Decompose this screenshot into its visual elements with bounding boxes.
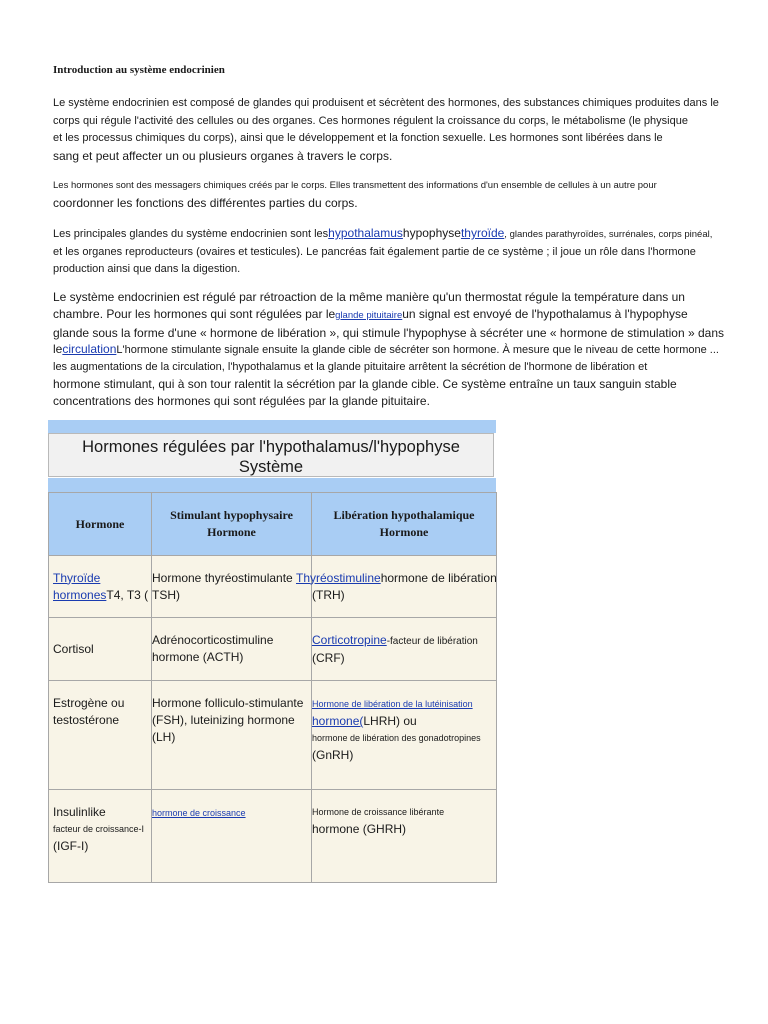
text-line: sang et peut affecter un ou plusieurs organes à travers le corps. xyxy=(53,148,393,163)
cell-hormone xyxy=(49,556,152,618)
cell-line xyxy=(296,570,496,587)
cell-line: Estrogène ou xyxy=(53,696,125,710)
cell-line: Hormone folliculo-stimulante xyxy=(152,696,304,710)
text-line: glande sous la forme d'une « hormone de libération », qui stimule l'hypophyse à sécréter une « hormone de stimulation » dans xyxy=(53,325,724,340)
text-span: hypophyse xyxy=(402,226,461,240)
text-line xyxy=(53,225,725,244)
cell-liberation xyxy=(312,618,497,681)
header-line: Libération hypothalamique xyxy=(333,508,475,522)
text-span: un signal est envoyé de l'hypothalamus à l'hypophyse xyxy=(402,306,688,321)
cell-line: (TRH) xyxy=(312,587,345,602)
link-corticotropine[interactable]: Corticotropine xyxy=(312,632,387,647)
table-title-line: Hormones régulées par l'hypothalamus/l'hypophyse xyxy=(82,438,460,456)
cell-stimulant xyxy=(152,790,312,883)
cell-stimulant xyxy=(152,618,312,681)
cell-line: (FSH), luteinizing hormone xyxy=(152,713,295,727)
cell-liberation xyxy=(312,681,497,790)
cell-line: hormone (GHRH) xyxy=(312,822,407,836)
table-row xyxy=(49,681,497,790)
cell-line: hormone (ACTH) xyxy=(152,650,244,664)
cell-line xyxy=(312,695,496,713)
text-line: concentrations des hormones qui sont régulées par la glande pituitaire. xyxy=(53,393,430,408)
paragraph-glands xyxy=(53,225,725,279)
document-title: Introduction au système endocrinien xyxy=(53,64,225,76)
text-line: hormone stimulant, qui à son tour ralentit la sécrétion par la glande cible. Ce système entraîne un taux sanguin stable xyxy=(53,376,677,391)
table-mid-band xyxy=(48,478,496,492)
cell-line: Insulinlike xyxy=(53,805,106,819)
cell-text: -facteur de libération xyxy=(386,635,478,647)
header-line: Stimulant hypophysaire xyxy=(170,508,293,522)
cell-text: LHRH) ou xyxy=(363,714,417,728)
cell-liberation xyxy=(296,556,497,618)
table-row xyxy=(49,790,497,883)
text-line xyxy=(53,306,725,325)
paragraph-feedback xyxy=(53,289,725,410)
link-thyroide-hormones[interactable]: Thyroïde xyxy=(53,570,101,585)
cell-line: Hormone thyréostimulante xyxy=(152,570,293,585)
cell-stimulant xyxy=(152,556,312,618)
cell-line: (CRF) xyxy=(312,650,345,665)
cell-line: Adrénocorticostimuline xyxy=(152,633,274,647)
cell-liberation xyxy=(312,790,497,883)
table-title-line: Système xyxy=(238,458,304,476)
table-row xyxy=(49,556,497,618)
table-header-row xyxy=(49,493,497,556)
header-line: Hormone xyxy=(379,525,429,539)
cell-hormone: Cortisol xyxy=(49,618,152,681)
cell-text: hormone de libération xyxy=(380,570,497,585)
cell-line: hormone de libération des gonadotropines xyxy=(312,733,481,743)
table-title xyxy=(48,433,494,477)
text-line: Le système endocrinien est régulé par rétroaction de la même manière qu'un thermostat régule la température dans un xyxy=(53,290,685,304)
text-line: Le système endocrinien est composé de glandes qui produisent et sécrètent des hormones, des substances chimiques produites dans le xyxy=(53,97,719,109)
text-line: et les processus chimiques du corps), ainsi que le développement et la fonction sexuelle. Les hormones sont libérées dans le xyxy=(53,132,663,144)
hormone-table-block xyxy=(48,420,497,853)
cell-line: testostérone xyxy=(53,713,120,727)
text-span: , glandes parathyroïdes, surrénales, corps pinéal, xyxy=(504,229,713,240)
text-line: corps qui régule l'activité des cellules ou des organes. Ces hormones régulent la croissance du corps, le métabolisme (le physique xyxy=(53,114,688,127)
text-span: le xyxy=(53,342,63,357)
paragraph-intro xyxy=(53,95,725,165)
cell-stimulant xyxy=(152,681,312,790)
cell-line xyxy=(312,713,496,730)
cell-hormone xyxy=(49,681,152,790)
link-thyreostimuline[interactable]: Thyréostimuline xyxy=(296,570,381,585)
link-glande-pituitaire[interactable]: glande pituitaire xyxy=(335,309,403,321)
text-line: et les organes reproducteurs (ovaires et testicules). Le pancréas fait également partie de ce système ; il joue un rôle dans l'hormone xyxy=(53,245,696,258)
text-span: chambre. Pour les hormones qui sont régulées par le xyxy=(53,306,336,321)
text-line: les augmentations de la circulation, l'hypothalamus et la glande pituitaire arrêtent la sécrétion de l'hormone de libération et xyxy=(53,361,648,374)
link-lhrh[interactable]: Hormone de libération de la lutéinisation xyxy=(312,699,473,709)
hormone-table xyxy=(48,492,497,883)
text-line: Les hormones sont des messagers chimiques créés par le corps. Elles transmettent des informations d'un ensemble de cellules à un autre pour xyxy=(53,180,657,191)
link-hormone-croissance[interactable]: hormone de croissance xyxy=(152,808,246,818)
cell-line: TSH) xyxy=(152,587,180,602)
cell-line: (IGF-I) xyxy=(53,839,89,853)
text-span: L'hormone stimulante signale ensuite la glande cible de sécréter son hormone. À mesure que le niveau de cette hormone ... xyxy=(116,344,719,357)
link-hormones[interactable]: hormones xyxy=(53,587,107,602)
cell-hormone xyxy=(49,790,152,883)
header-hormone: Hormone xyxy=(49,493,152,556)
cell-line: Hormone de croissance libérante xyxy=(312,807,445,817)
text-line: production ainsi que dans la digestion. xyxy=(53,263,241,275)
header-liberation xyxy=(312,493,497,556)
text-line xyxy=(53,341,725,359)
text-span: Les principales glandes du système endocrinien sont les xyxy=(53,228,329,240)
cell-text: T4, T3 ( xyxy=(106,587,149,602)
link-circulation[interactable]: circulation xyxy=(62,342,117,357)
table-top-band xyxy=(48,420,496,433)
link-hypothalamus[interactable]: hypothalamus xyxy=(328,226,403,240)
table-row xyxy=(49,618,497,681)
text-line: coordonner les fonctions des différentes parties du corps. xyxy=(53,195,358,210)
cell-line xyxy=(312,632,496,650)
cell-line: (LH) xyxy=(152,730,176,744)
header-stimulant xyxy=(152,493,312,556)
paragraph-messengers xyxy=(53,177,725,212)
link-thyroide[interactable]: thyroïde xyxy=(460,226,505,240)
link-hormone-lhrh[interactable]: hormone( xyxy=(312,714,364,728)
cell-line: (GnRH) xyxy=(312,748,354,762)
header-line: Hormone xyxy=(207,525,256,539)
cell-line: facteur de croissance-I xyxy=(53,824,145,834)
